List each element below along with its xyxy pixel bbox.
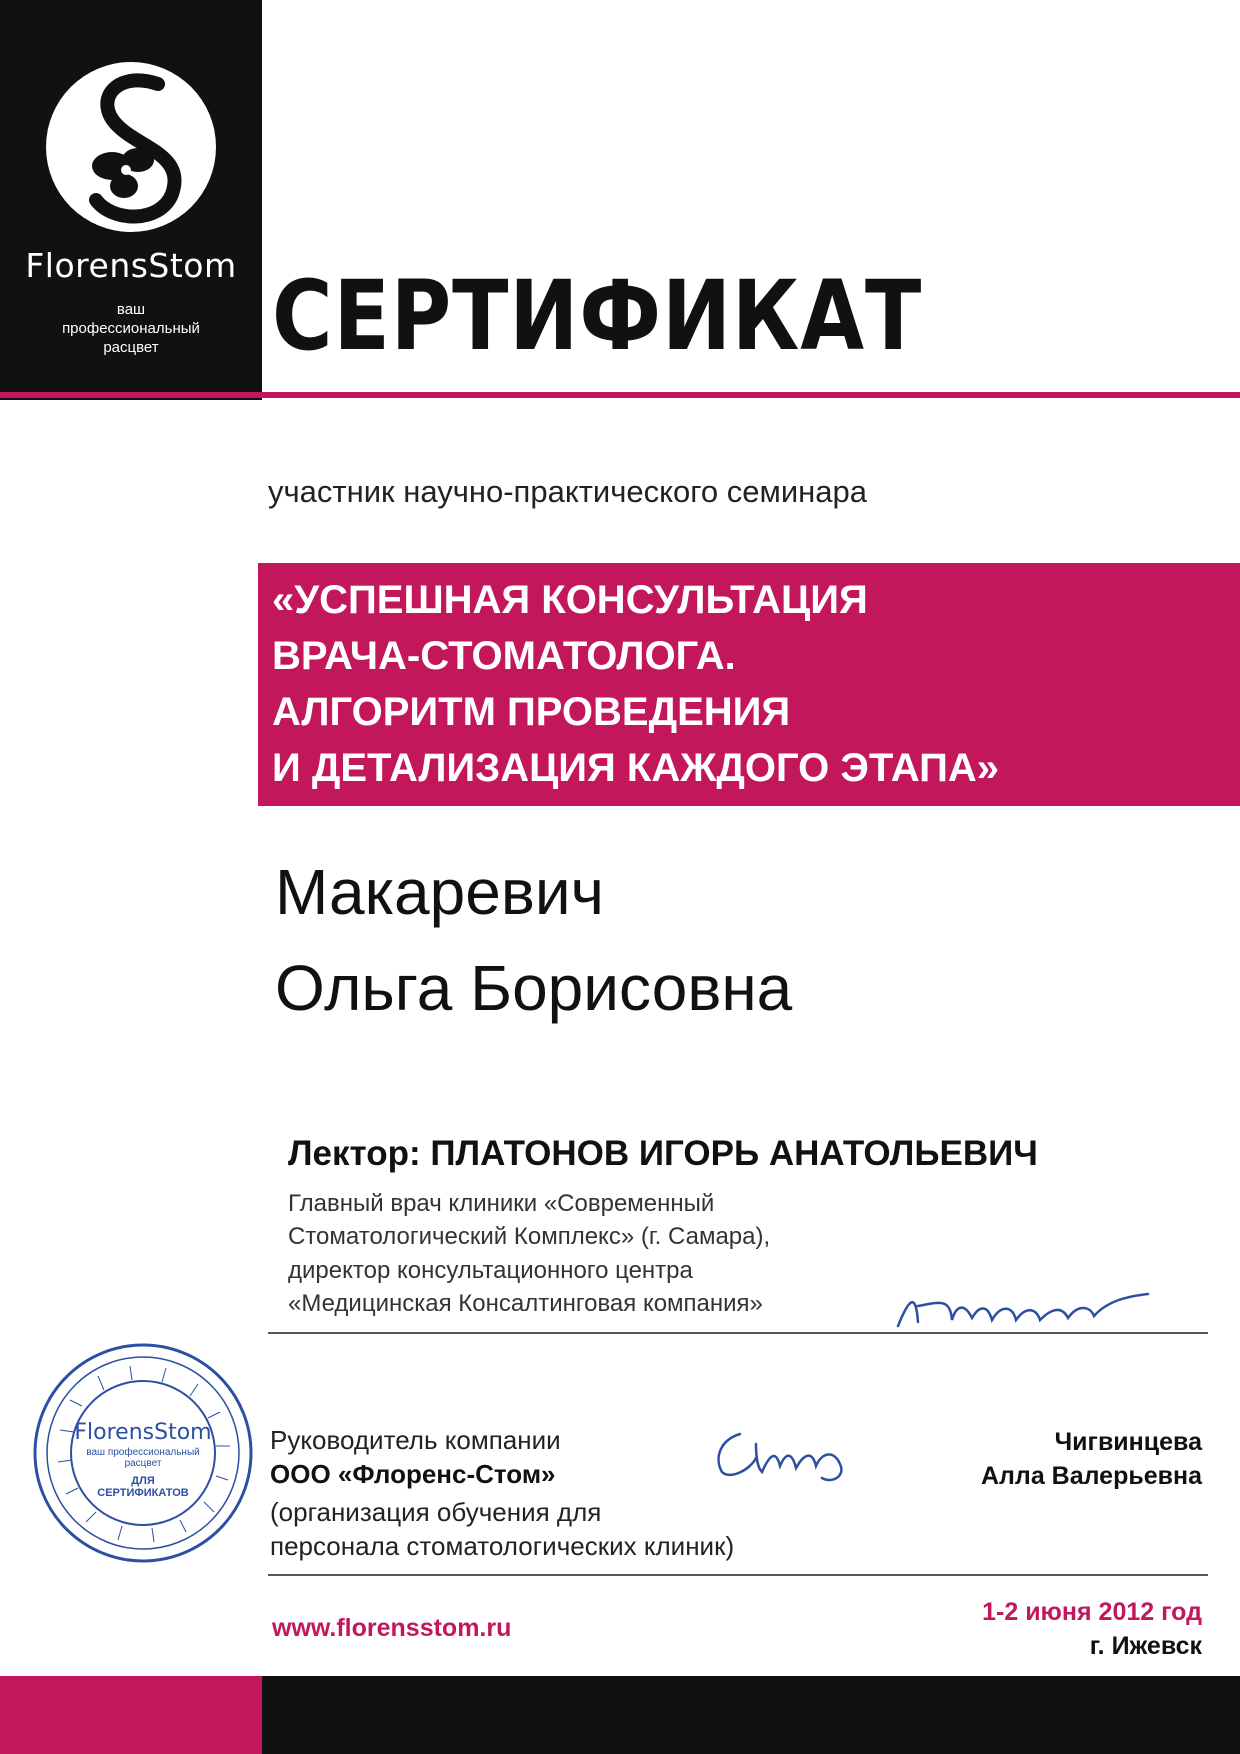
logo-emblem-icon (46, 62, 216, 232)
lecturer-label: Лектор: (288, 1134, 421, 1173)
lecturer-signature (880, 1276, 1170, 1346)
head-surname: Чигвинцева (1054, 1428, 1202, 1456)
lecturer-description-line: Стоматологический Комплекс» (г. Самара), (288, 1223, 771, 1250)
website-link[interactable]: www.florensstom.ru (272, 1614, 512, 1642)
title-divider (0, 392, 1240, 398)
lecturer-description-line: директор консультационного центра (288, 1257, 693, 1284)
logo-tagline-line: ваш (116, 301, 146, 318)
lecturer-description-line: Главный врач клиники «Современный (288, 1190, 715, 1217)
certificate-title: СЕРТИФИКАТ (272, 260, 923, 372)
logo-tagline (0, 300, 262, 357)
stamp-tagline: ваш профессиональный расцвет (86, 1447, 200, 1469)
company-stamp (30, 1340, 256, 1566)
stamp-cert-label: СЕРТИФИКАТОВ (97, 1487, 189, 1499)
logo-name: FlorensStom (25, 246, 237, 285)
head-name: Алла Валерьевна (981, 1462, 1202, 1490)
logo-tagline-line: профессиональный (62, 320, 200, 337)
event-date: 1-2 июня 2012 год (982, 1598, 1202, 1626)
event-city: г. Ижевск (1089, 1632, 1202, 1660)
seminar-title-line: «УСПЕШНАЯ КОНСУЛЬТАЦИЯ (272, 578, 868, 622)
seminar-title-line: ВРАЧА-СТОМАТОЛОГА. (272, 634, 736, 678)
logo-panel (0, 0, 262, 400)
head-signature (700, 1414, 870, 1490)
subtitle: участник научно-практического семинара (268, 474, 867, 509)
head-role: Руководитель компании (270, 1425, 561, 1455)
lecturer-description-line: «Медицинская Консалтинговая компания» (288, 1290, 763, 1317)
lecturer-divider (268, 1332, 1208, 1334)
stamp-brand: FlorensStom (74, 1420, 212, 1445)
head-description-line: (организация обучения для (270, 1497, 602, 1527)
seminar-title-line: И ДЕТАЛИЗАЦИЯ КАЖДОГО ЭТАПА» (272, 746, 999, 790)
footer-accent-bar (0, 1676, 262, 1754)
lecturer-heading (288, 1134, 1038, 1174)
stamp-for-label: ДЛЯ (131, 1475, 155, 1487)
lecturer-name: ПЛАТОНОВ ИГОРЬ АНАТОЛЬЕВИЧ (430, 1134, 1038, 1173)
head-description-line: персонала стоматологических клиник) (270, 1531, 735, 1561)
seminar-title-line: АЛГОРИТМ ПРОВЕДЕНИЯ (272, 690, 791, 734)
head-divider (268, 1574, 1208, 1576)
stamp-center (73, 1420, 213, 1499)
participant-name: Ольга Борисовна (275, 952, 793, 1024)
head-company: ООО «Флоренс-Стом» (270, 1459, 556, 1489)
logo-tagline-line: расцвет (103, 339, 159, 356)
participant-surname: Макаревич (275, 856, 604, 928)
